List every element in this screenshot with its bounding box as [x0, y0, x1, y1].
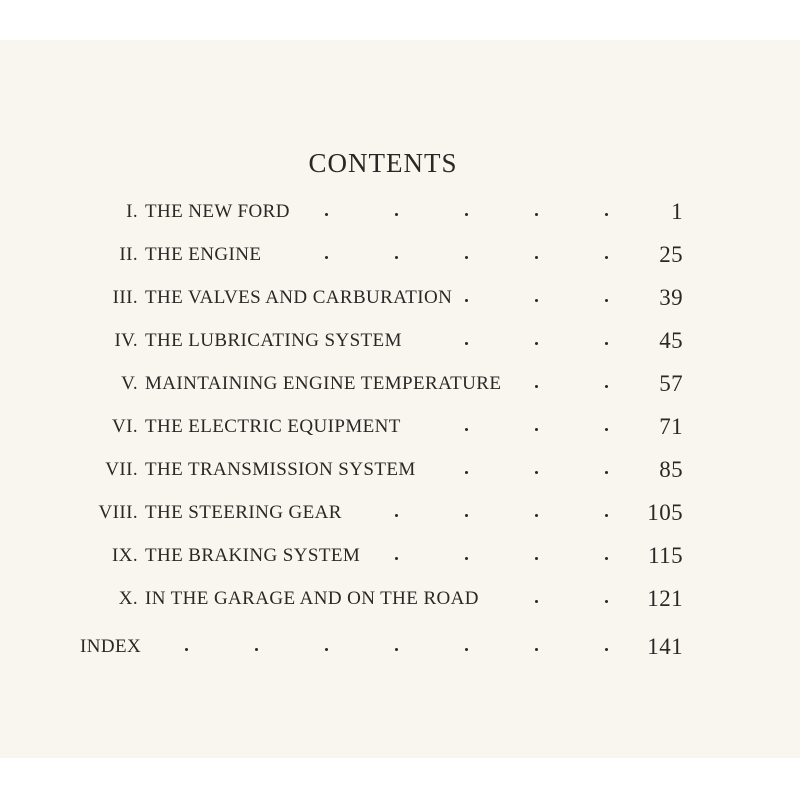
leader-dot — [465, 648, 468, 651]
toc-row-index — [0, 632, 800, 662]
leader-dot — [465, 213, 468, 216]
toc-row — [0, 498, 800, 528]
leader-dot — [465, 342, 468, 345]
chapter-title: THE VALVES AND CARBURATION — [145, 287, 453, 308]
toc-row — [0, 412, 800, 442]
chapter-number: IV. — [114, 330, 138, 351]
leader-dot — [535, 600, 538, 603]
toc-row — [0, 283, 800, 313]
leader-dot — [605, 428, 608, 431]
leader-dot — [535, 471, 538, 474]
leader-dot — [255, 648, 258, 651]
chapter-number: VII. — [105, 459, 138, 480]
chapter-page-number: 1 — [671, 199, 683, 224]
chapter-title: THE NEW FORD — [145, 201, 290, 222]
leader-dot — [465, 557, 468, 560]
chapter-number: VI. — [112, 416, 138, 437]
leader-dot — [605, 514, 608, 517]
chapter-number: I. — [126, 201, 138, 222]
leader-dot — [605, 299, 608, 302]
leader-dot — [465, 514, 468, 517]
toc-row — [0, 197, 800, 227]
leader-dot — [395, 213, 398, 216]
index-page-number: 141 — [647, 634, 683, 659]
chapter-number: VIII. — [98, 502, 138, 523]
toc-row — [0, 369, 800, 399]
leader-dot — [605, 600, 608, 603]
chapter-page-number: 85 — [659, 457, 683, 482]
leader-dot — [605, 648, 608, 651]
toc-row — [0, 541, 800, 571]
chapter-title: THE TRANSMISSION SYSTEM — [145, 459, 416, 480]
chapter-page-number: 25 — [659, 242, 683, 267]
leader-dot — [605, 256, 608, 259]
leader-dot — [605, 471, 608, 474]
chapter-title: THE STEERING GEAR — [145, 502, 342, 523]
chapter-page-number: 121 — [647, 586, 683, 611]
chapter-page-number: 39 — [659, 285, 683, 310]
chapter-number: III. — [112, 287, 138, 308]
leader-dot — [535, 299, 538, 302]
leader-dot — [395, 256, 398, 259]
leader-dot — [465, 256, 468, 259]
chapter-title: THE LUBRICATING SYSTEM — [145, 330, 402, 351]
leader-dot — [395, 514, 398, 517]
chapter-page-number: 45 — [659, 328, 683, 353]
leader-dot — [535, 385, 538, 388]
chapter-title: THE BRAKING SYSTEM — [145, 545, 361, 566]
leader-dot — [535, 428, 538, 431]
toc-row — [0, 240, 800, 270]
leader-dot — [325, 213, 328, 216]
leader-dot — [395, 557, 398, 560]
leader-dot — [605, 342, 608, 345]
leader-dot — [465, 471, 468, 474]
leader-dot — [535, 557, 538, 560]
chapter-number: II. — [119, 244, 138, 265]
chapter-number: V. — [121, 373, 138, 394]
chapter-number: X. — [118, 588, 138, 609]
chapter-title: THE ELECTRIC EQUIPMENT — [145, 416, 401, 437]
leader-dot — [605, 385, 608, 388]
leader-dot — [535, 648, 538, 651]
leader-dot — [395, 648, 398, 651]
chapter-page-number: 57 — [659, 371, 683, 396]
toc-row — [0, 455, 800, 485]
toc-row — [0, 584, 800, 614]
chapter-page-number: 71 — [659, 414, 683, 439]
leader-dot — [605, 557, 608, 560]
chapter-title: IN THE GARAGE AND ON THE ROAD — [145, 588, 479, 609]
page-title: CONTENTS — [308, 148, 458, 178]
leader-dot — [535, 342, 538, 345]
book-page — [0, 40, 800, 758]
leader-dot — [325, 648, 328, 651]
leader-dot — [465, 299, 468, 302]
chapter-number: IX. — [112, 545, 138, 566]
chapter-page-number: 105 — [647, 500, 683, 525]
leader-dot — [185, 648, 188, 651]
table-of-contents — [0, 40, 800, 758]
chapter-title: MAINTAINING ENGINE TEMPERATURE — [145, 373, 502, 394]
leader-dot — [605, 213, 608, 216]
leader-dot — [465, 428, 468, 431]
leader-dot — [535, 514, 538, 517]
leader-dot — [325, 256, 328, 259]
leader-dot — [535, 213, 538, 216]
leader-dot — [535, 256, 538, 259]
chapter-title: THE ENGINE — [145, 244, 262, 265]
index-title: INDEX — [80, 636, 142, 657]
chapter-page-number: 115 — [648, 543, 683, 568]
toc-row — [0, 326, 800, 356]
